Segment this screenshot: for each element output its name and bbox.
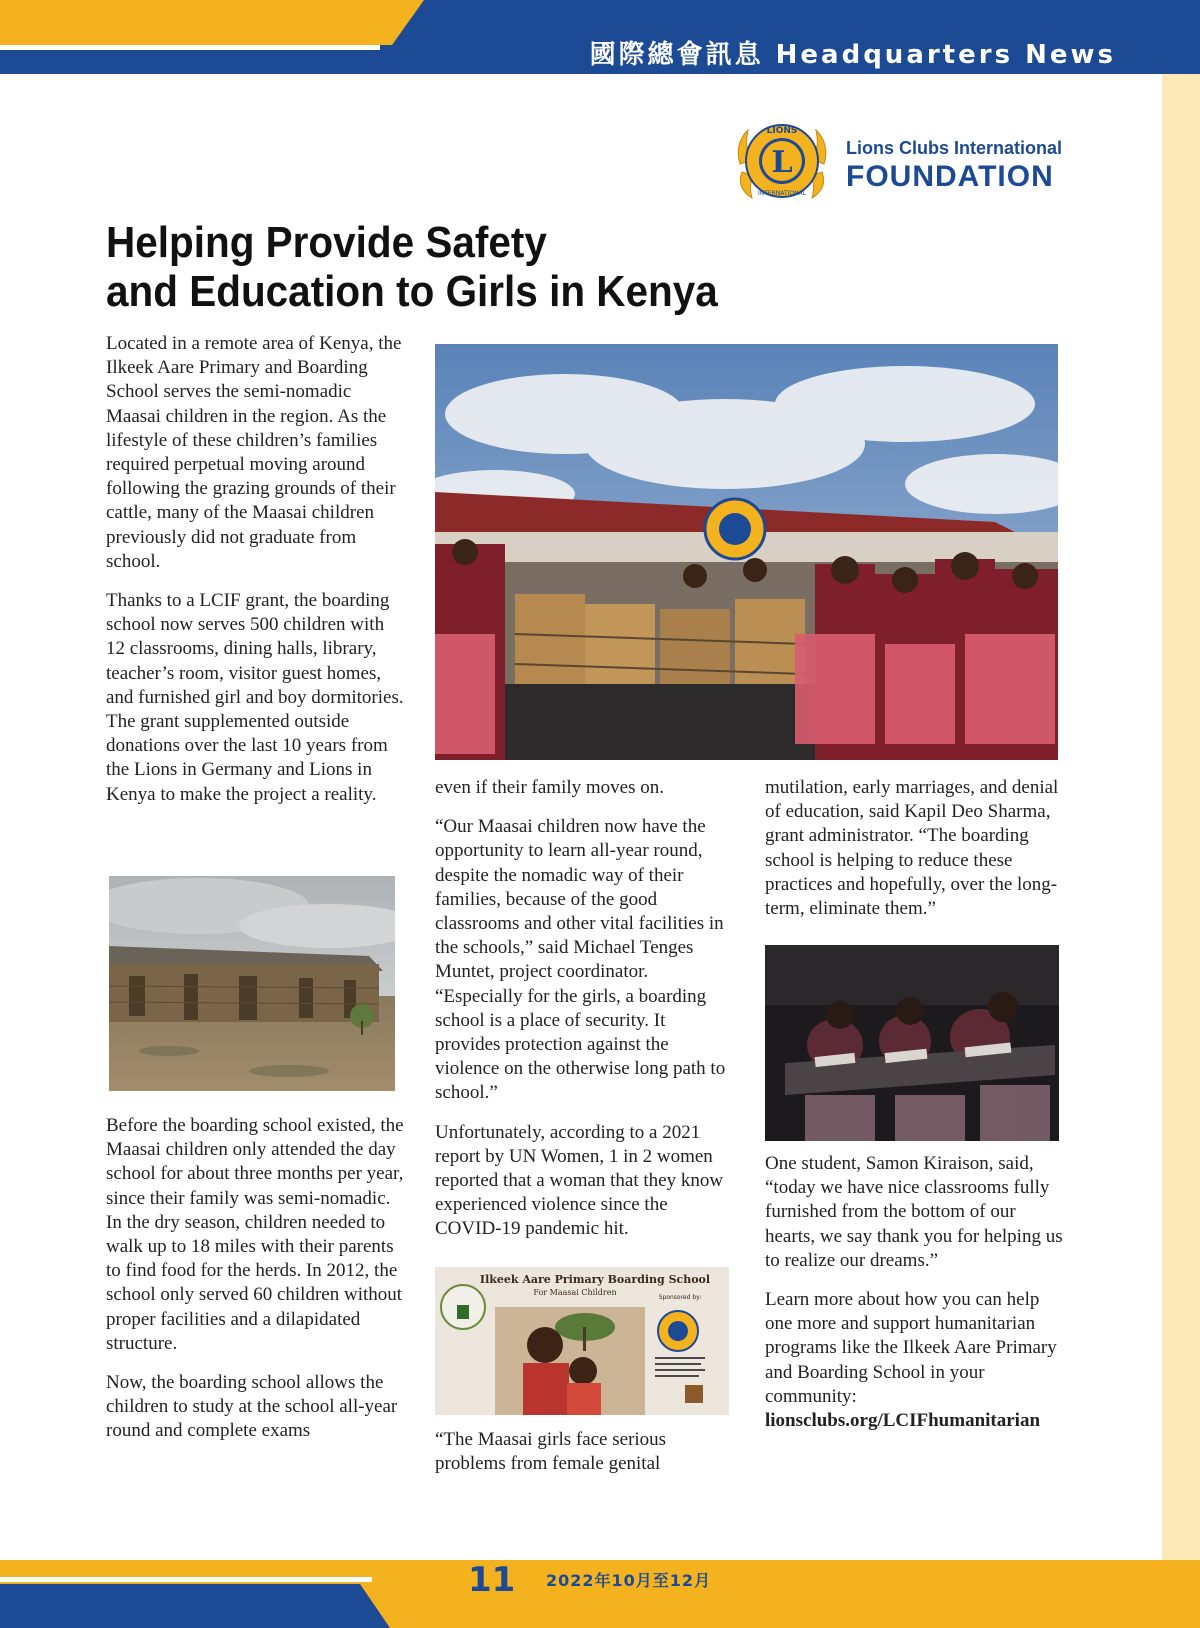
banner-subtitle: For Maasai Children (533, 1288, 617, 1297)
students-ceremony-photo (435, 344, 1058, 760)
section-title: 國際總會訊息 Headquarters News (589, 40, 1116, 70)
old-school-building-photo (109, 876, 395, 1091)
lions-logo-icon (732, 114, 832, 208)
paragraph: even if their family moves on. (435, 777, 664, 798)
article-title (106, 218, 718, 316)
column-1-top (106, 332, 406, 822)
article-title-line-1: Helping Provide Safety (106, 218, 547, 267)
paragraph: Unfortunately, according to a 2021 report by UN Women, 1 in 2 women reported that a woman that they know experienced violence since the COVID-19 pandemic hit. (435, 1121, 724, 1240)
column-2-top (435, 776, 735, 1257)
banner-title: Ilkeek Aare Primary Boarding School (479, 1273, 711, 1286)
footer-divider (0, 1577, 372, 1582)
logo-wordmark-bottom: FOUNDATION (846, 160, 1054, 193)
column-1-bottom (106, 1114, 406, 1459)
logo-letter: L (771, 145, 793, 180)
lcif-humanitarian-link[interactable]: lionsclubs.org/LCIFhumanitarian (765, 1410, 1041, 1432)
column-3-top (765, 776, 1065, 936)
footer-accent (0, 1584, 360, 1628)
paragraph: Now, the boarding school allows the children to study at the school all-year round and complete exams (106, 1372, 398, 1442)
paragraph: “Our Maasai children now have the opportunity to learn all-year round, despite the nomadic way of their families, because of the good classrooms and other vital facilities in the schools,” said Michael Tenges Muntet, project coordinator. “Especially for the girls, a boarding school is a place of security. It provides protection against the violence on the otherwise long path to school.” (435, 816, 726, 1104)
column-3-bottom (765, 1152, 1065, 1448)
issue-date: 2022年10月至12月 (546, 1571, 712, 1590)
logo-ring-bottom: INTERNATIONAL (757, 190, 807, 197)
paragraph: Thanks to a LCIF grant, the boarding school now serves 500 children with 12 classrooms, dining halls, library, teacher’s room, visitor guest homes, and furnished girl and boy dormitories. The grant supplemented outside donations over the last 10 years from the Lions in Germany and Lions in Kenya to make the project a reality. (106, 590, 404, 805)
header-accent-corner (392, 0, 424, 45)
paragraph: “The Maasai girls face serious problems from female genital (435, 1429, 667, 1475)
paragraph: One student, Samon Kiraison, said, “today we have nice classrooms fully furnished from the bottom of our hearts, we say thank you for helping us to realize our dreams.” (765, 1153, 1063, 1271)
call-to-action: Learn more about how you can help one more and support humanitarian programs like the Ilkeek Aare Primary and Boarding School in your community: (765, 1289, 1057, 1407)
paragraph: mutilation, early marriages, and denial of education, said Kapil Deo Sharma, grant administrator. “The boarding school is helping to reduce these practices and hopefully, over the long-term, eliminate them.” (765, 777, 1059, 920)
footer-accent-corner (360, 1584, 390, 1628)
banner-sponsored: Sponsored by: (658, 1294, 702, 1301)
logo-wordmark-top: Lions Clubs International (846, 138, 1063, 158)
logo-ring-top: LIONS (766, 126, 798, 136)
article-title-line-2: and Education to Girls in Kenya (106, 267, 718, 316)
page-number: 11 (468, 1560, 516, 1600)
school-banner-photo (435, 1267, 729, 1415)
paragraph (765, 1288, 1065, 1433)
header-accent (0, 0, 392, 45)
side-strip (1162, 74, 1200, 1560)
header-divider (0, 45, 380, 50)
paragraph: Located in a remote area of Kenya, the Ilkeek Aare Primary and Boarding School serves the semi-nomadic Maasai children in the region. As the lifestyle of these children’s families required perpetual moving around following the grazing grounds of their cattle, many of the Maasai children previously did not graduate from school. (106, 333, 402, 572)
column-2-bottom (435, 1428, 735, 1491)
students-studying-photo (765, 945, 1059, 1141)
paragraph: Before the boarding school existed, the Maasai children only attended the day school for about three months per year, since their family was semi-nomadic. In the dry season, children needed to walk up to 18 miles with their parents to find food for the herds. In 2012, the school only served 60 children without proper facilities and a dilapidated structure. (106, 1115, 404, 1354)
